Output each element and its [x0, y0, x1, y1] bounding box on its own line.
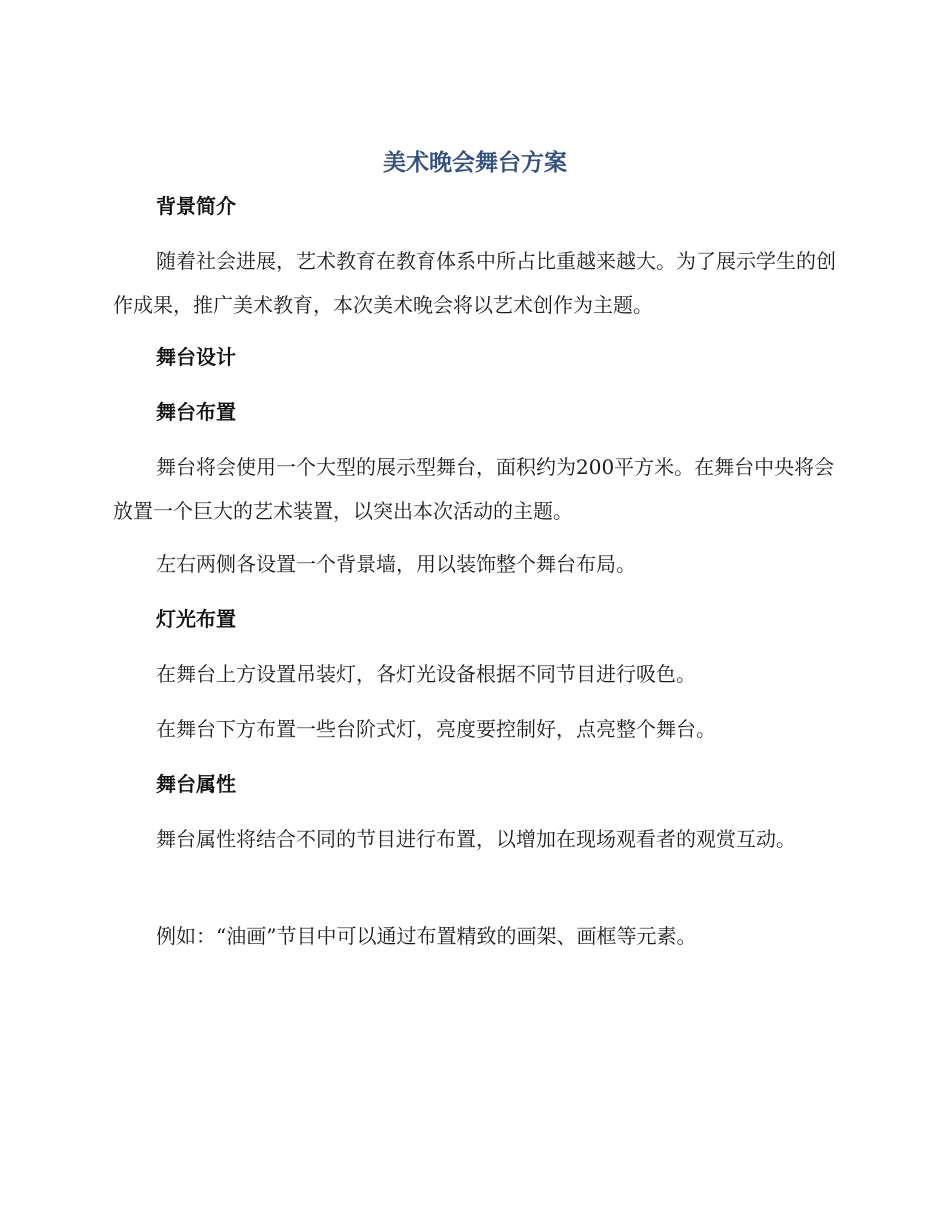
document-title: 美术晚会舞台方案 — [383, 150, 567, 176]
stage-layout-heading: 舞台布置 — [156, 400, 236, 424]
lighting-heading: 灯光布置 — [156, 607, 236, 631]
stage-layout-paragraph-1: 舞台将会使用一个大型的展示型舞台，面积约为200平方米。在舞台中央将会放置一个巨大的艺术装置，以突出本次活动的主题。 — [113, 455, 835, 523]
stage-props-heading: 舞台属性 — [156, 772, 236, 796]
background-heading: 背景简介 — [156, 194, 236, 218]
lighting-paragraph-2: 在舞台下方布置一些台阶式灯，亮度要控制好，点亮整个舞台。 — [156, 717, 716, 741]
stage-props-paragraph-1: 舞台属性将结合不同的节目进行布置，以增加在现场观看者的观赏互动。 — [156, 827, 796, 851]
stage-layout-paragraph-2: 左右两侧各设置一个背景墙，用以装饰整个舞台布局。 — [156, 552, 636, 576]
background-paragraph: 随着社会进展，艺术教育在教育体系中所占比重越来越大。为了展示学生的创作成果，推广美术教育，本次美术晚会将以艺术创作为主题。 — [113, 249, 836, 317]
stage-props-paragraph-2: 例如：“油画”节目中可以通过布置精致的画架、画框等元素。 — [156, 924, 697, 948]
stage-design-heading: 舞台设计 — [156, 345, 236, 369]
lighting-paragraph-1: 在舞台上方设置吊装灯，各灯光设备根据不同节目进行吸色。 — [156, 662, 696, 686]
